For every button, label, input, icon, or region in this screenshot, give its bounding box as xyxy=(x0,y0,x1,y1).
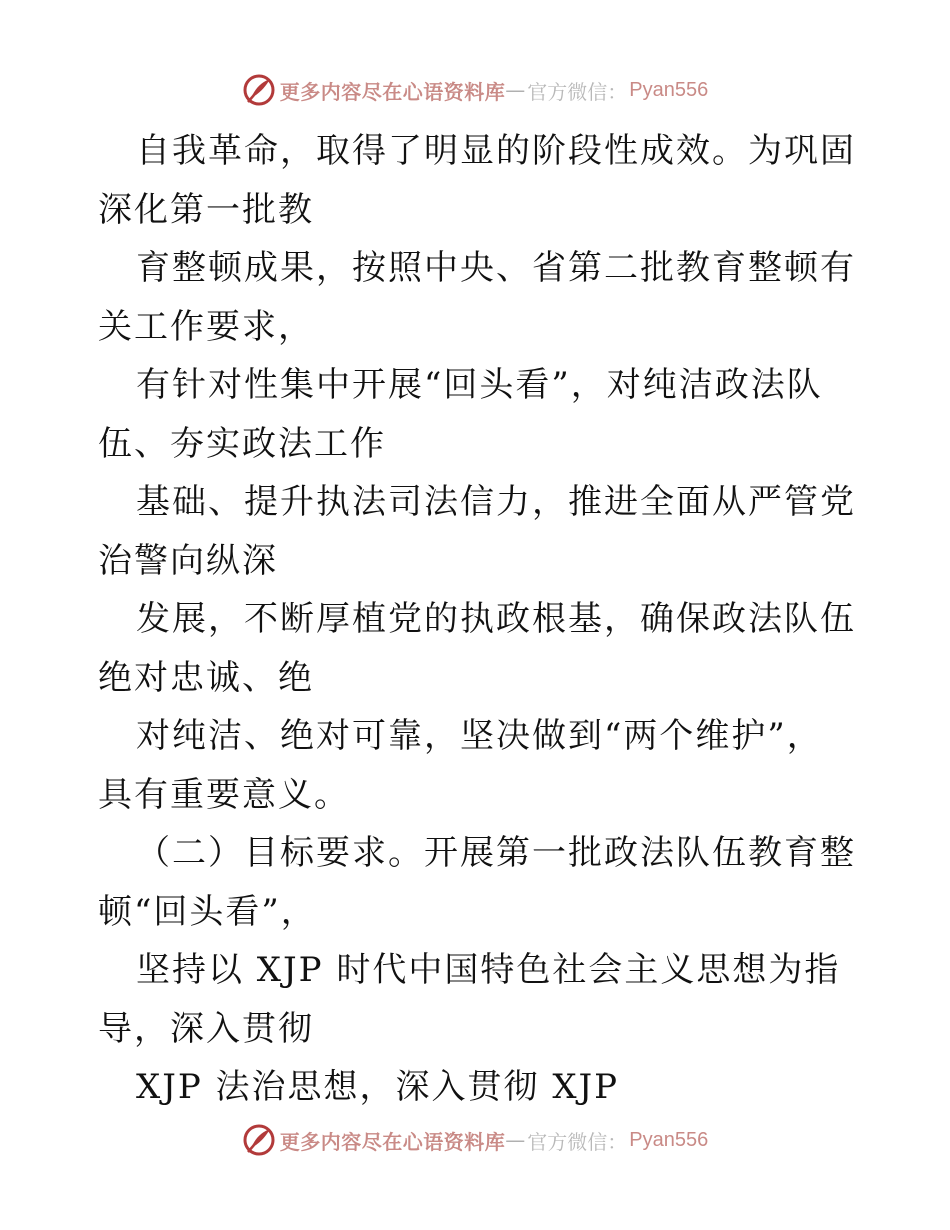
quill-logo-icon xyxy=(242,73,276,107)
watermark-separator: — xyxy=(505,78,526,102)
watermark-separator: — xyxy=(505,1128,526,1152)
paragraph: 对纯洁、绝对可靠，坚决做到“两个维护”，具有重要意义。 xyxy=(98,716,823,815)
watermark-text: 更多内容尽在心语资料库 xyxy=(279,1129,506,1154)
watermark-wechat-id: Pyan556 xyxy=(629,1128,709,1151)
paragraph: （二）目标要求。开展第一批政法队伍教育整顿“回头看”， xyxy=(98,833,856,932)
footer-watermark xyxy=(0,1120,950,1160)
paragraph: 坚持以 XJP 时代中国特色社会主义思想为指导，深入贯彻 xyxy=(98,950,841,1049)
paragraph: 有针对性集中开展“回头看”，对纯洁政法队伍、夯实政法工作 xyxy=(98,365,823,464)
paragraph: 基础、提升执法司法信力，推进全面从严管党治警向纵深 xyxy=(98,482,856,581)
watermark-text: 更多内容尽在心语资料库 xyxy=(279,79,506,104)
paragraph: 育整顿成果，按照中央、省第二批教育整顿有关工作要求， xyxy=(98,248,856,347)
watermark-wechat-label: 官方微信： xyxy=(527,1129,628,1154)
watermark-wechat-label: 官方微信： xyxy=(527,79,628,104)
paragraph: XJP 法治思想，深入贯彻 XJP xyxy=(136,1067,620,1107)
header-watermark xyxy=(0,70,950,110)
document-body xyxy=(98,122,858,1117)
quill-logo-icon xyxy=(242,1123,276,1157)
paragraph: 发展，不断厚植党的执政根基，确保政法队伍绝对忠诚、绝 xyxy=(98,599,856,698)
paragraph: 自我革命，取得了明显的阶段性成效。为巩固深化第一批教 xyxy=(98,131,856,230)
watermark-wechat-id: Pyan556 xyxy=(629,78,709,101)
